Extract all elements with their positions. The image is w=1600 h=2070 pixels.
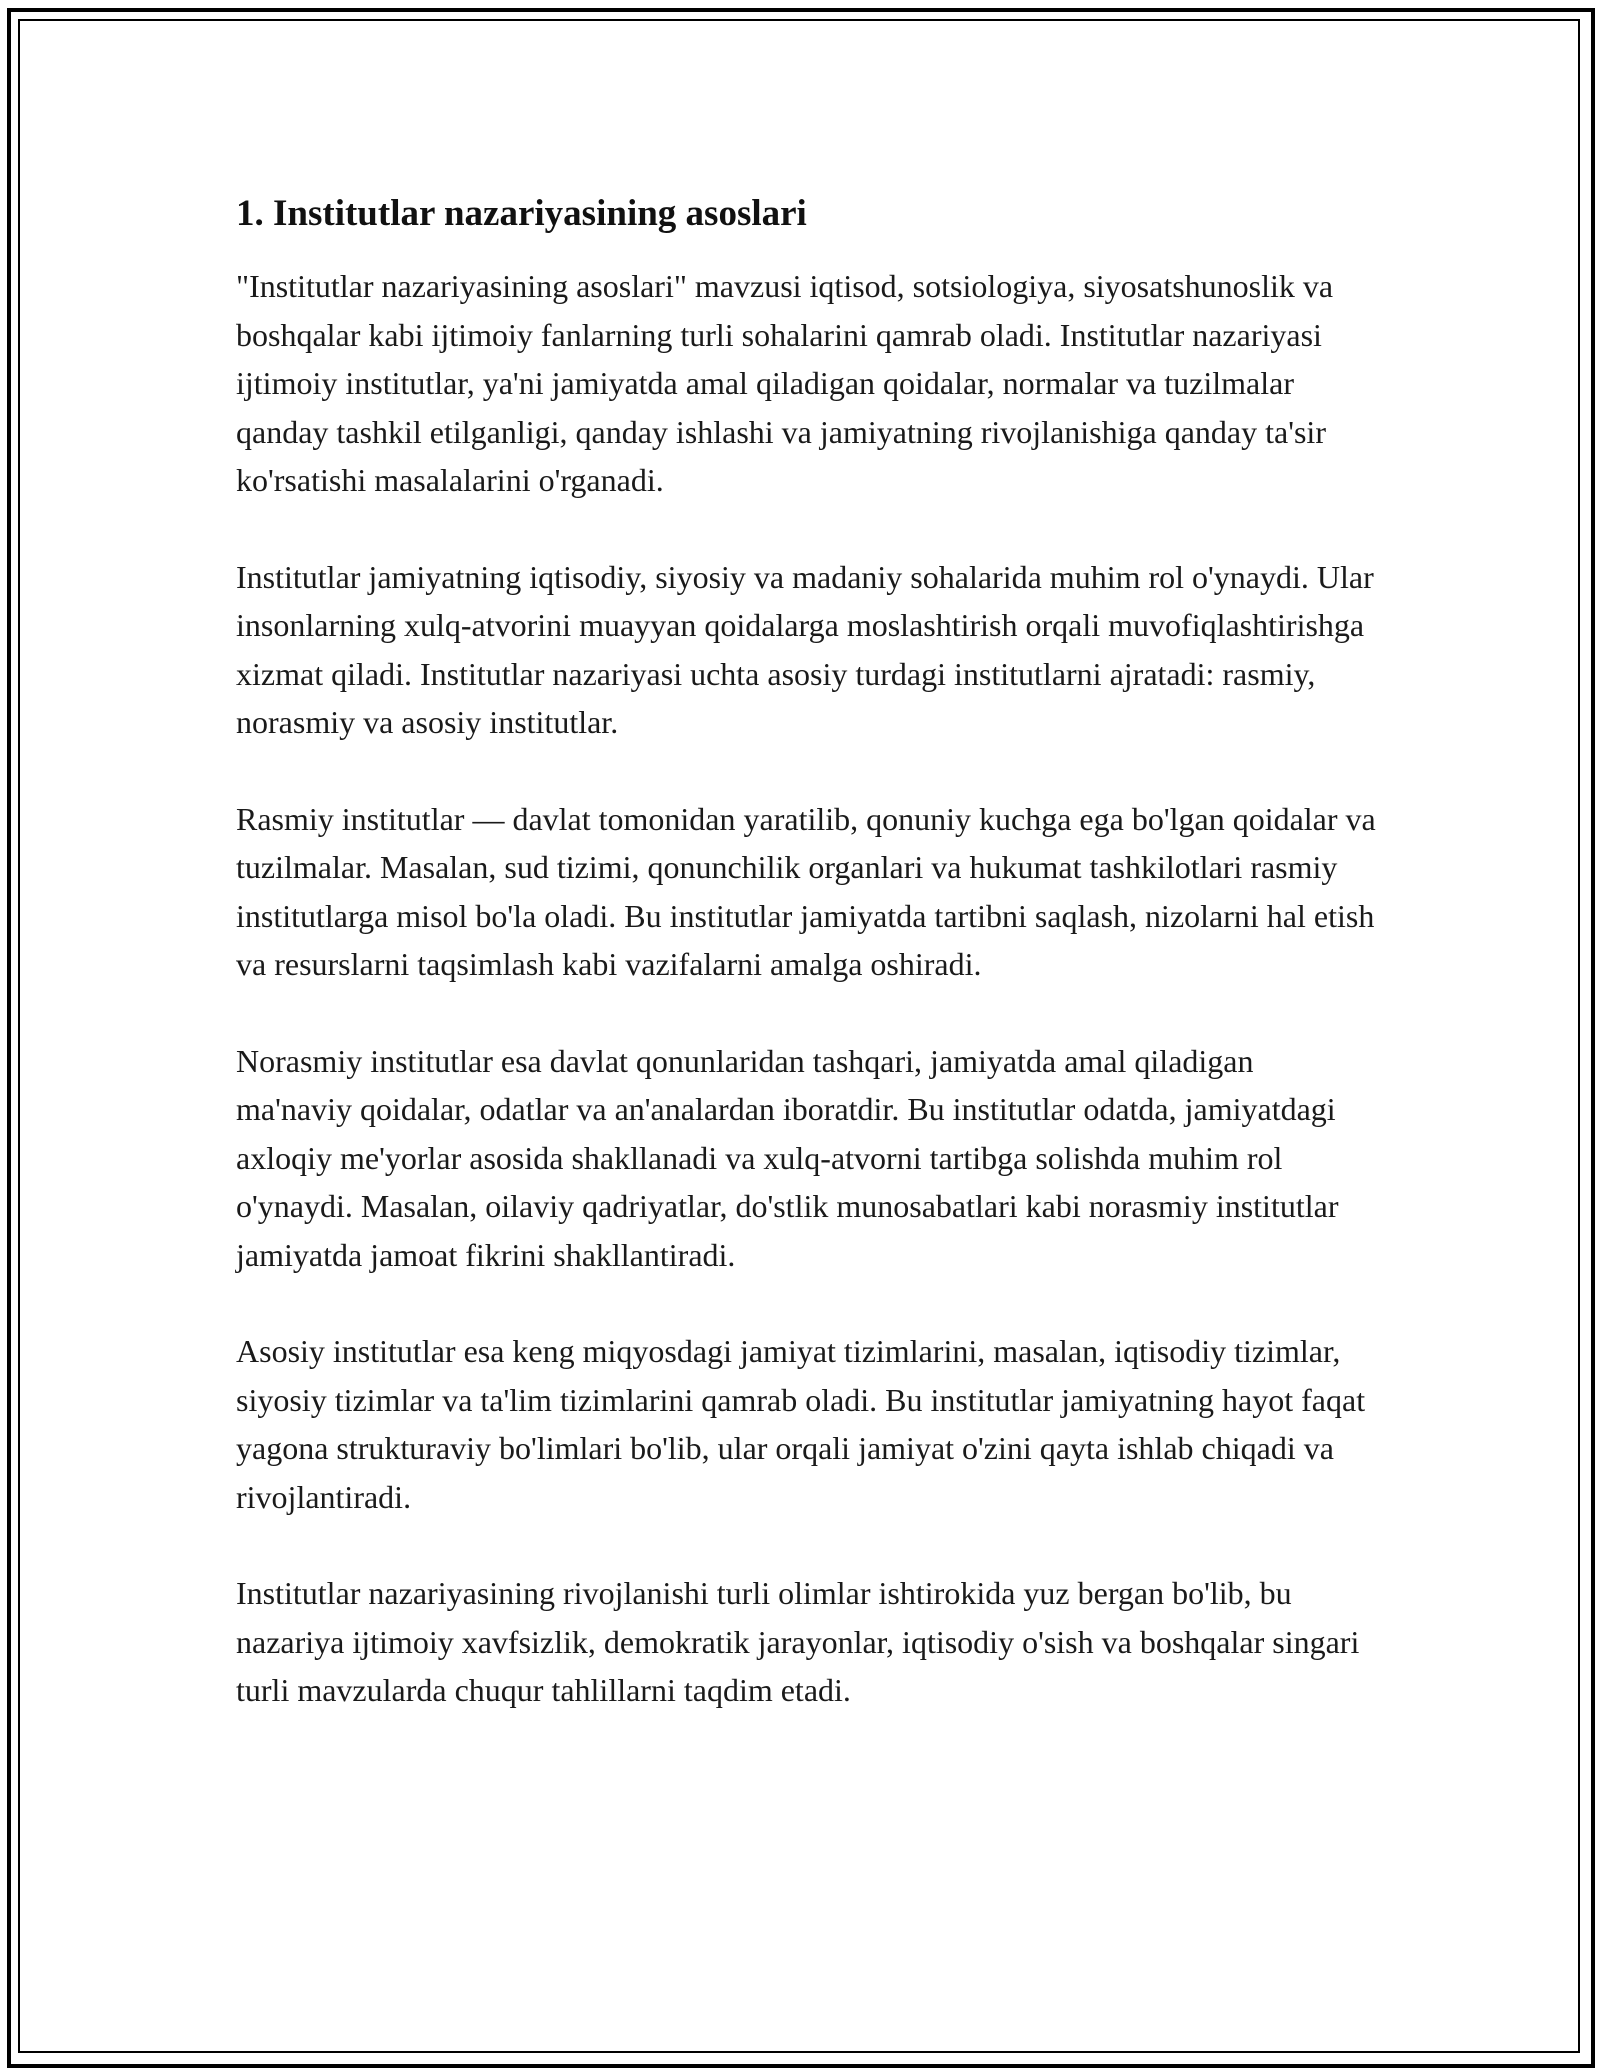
paragraph-formal-institutions: Rasmiy institutlar — davlat tomonidan yaratilib, qonuniy kuchga ega bo'lgan qoidalar va tuzilmalar. Masalan, sud tizimi, qonunchilik organlari va hukumat tashkilotlari rasmiy institutlarga misol bo'la oladi. Bu institutlar jamiyatda tartibni saqlash, nizolarni hal etish va resurslarni taqsimlash kabi vazifalarni amalga oshiradi. (236, 800, 1376, 982)
document-body (236, 186, 1376, 1715)
paragraph-intro: "Institutlar nazariyasining asoslari" mavzusi iqtisod, sotsiologiya, siyosatshunoslik va boshqalar kabi ijtimoiy fanlarning turli sohalarini qamrab oladi. Institutlar nazariyasi ijtimoiy institutlar, ya'ni jamiyatda amal qiladigan qoidalar, normalar va tuzilmalar qanday tashkil etilganligi, qanday ishlashi va jamiyatning rivojlanishiga qanday ta'sir ko'rsatishi masalalarini o'rganadi. (236, 268, 1334, 498)
section-heading: 1. Institutlar nazariyasining asoslari (236, 193, 807, 234)
paragraph-development: Institutlar nazariyasining rivojlanishi turli olimlar ishtirokida yuz bergan bo'lib, bu nazariya ijtimoiy xavfsizlik, demokratik jarayonlar, iqtisodiy o'sish va boshqalar singari turli mavzularda chuqur tahlillarni taqdim etadi. (236, 1575, 1360, 1708)
paragraph-basic-institutions: Asosiy institutlar esa keng miqyosdagi jamiyat tizimlarini, masalan, iqtisodiy tizimlar, siyosiy tizimlar va ta'lim tizimlarini qamrab oladi. Bu institutlar jamiyatning hayot faqat yagona strukturaviy bo'limlari bo'lib, ular orqali jamiyat o'zini qayta ishlab chiqadi va rivojlantiradi. (236, 1333, 1366, 1515)
paragraph-roles: Institutlar jamiyatning iqtisodiy, siyosiy va madaniy sohalarida muhim rol o'ynaydi. Ular insonlarning xulq-atvorini muayyan qoidalarga moslashtirish orqali muvofiqlashtirishga xizmat qiladi. Institutlar nazariyasi uchta asosiy turdagi institutlarni ajratadi: rasmiy, norasmiy va asosiy institutlar. (236, 558, 1374, 740)
paragraph-informal-institutions: Norasmiy institutlar esa davlat qonunlaridan tashqari, jamiyatda amal qiladigan ma'naviy qoidalar, odatlar va an'analardan iboratdir. Bu institutlar odatda, jamiyatdagi axloqiy me'yorlar asosida shakllanadi va xulq-atvorni tartibga solishda muhim rol o'ynaydi. Masalan, oilaviy qadriyatlar, do'stlik munosabatlari kabi norasmiy institutlar jamiyatda jamoat fikrini shakllantiradi. (236, 1042, 1339, 1273)
